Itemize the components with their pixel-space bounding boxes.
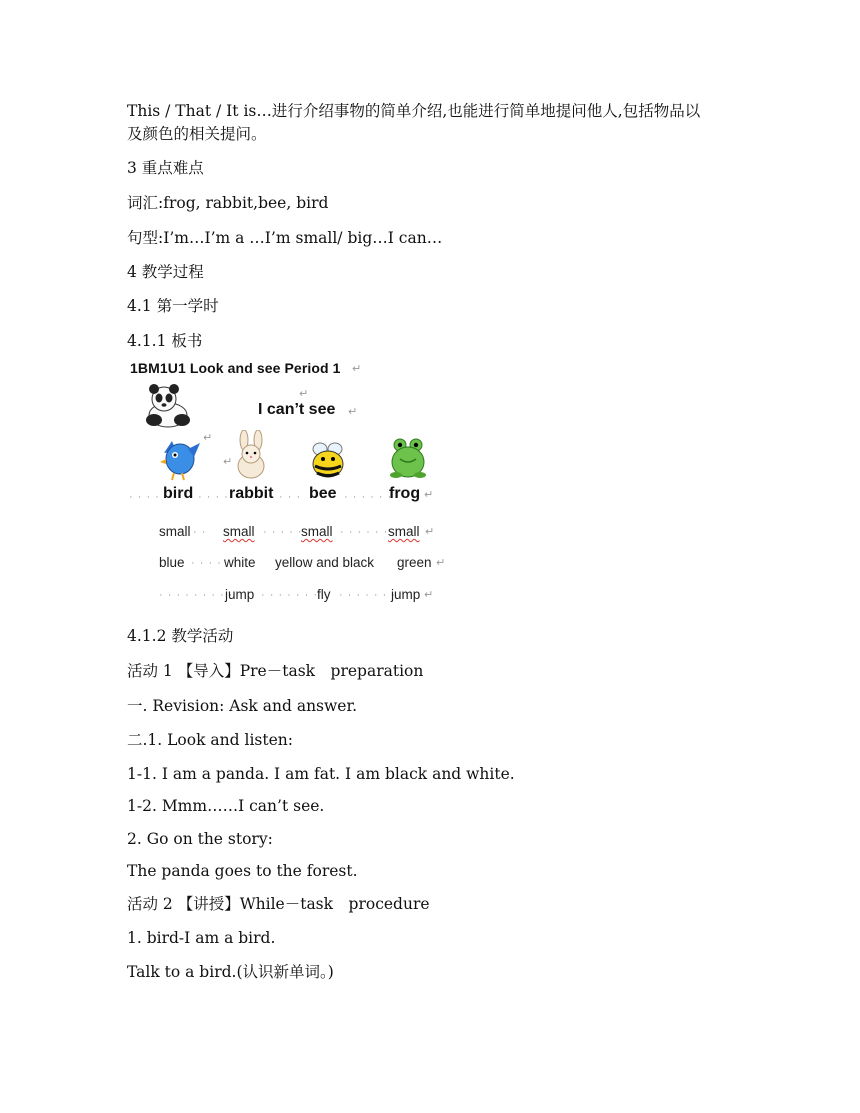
color-frog: green	[397, 555, 432, 570]
board-title: 1BM1U1 Look and see Period 1	[130, 360, 341, 376]
sentence-patterns-line: 句型:I’m…I’m a …I’m small/ big…I can…	[127, 229, 443, 247]
panda-forest-line: The panda goes to the forest.	[127, 862, 358, 880]
blackboard-image: 1BM1U1 Look and see Period 1 ↵ ↵ I can’t see ↵ ↵ ↵ · · · · bird · · · · rabbit · · · bee · · · · · · frog ↵ small · · small · · · · · small · · · · · · small ↵ blue · · · · white yellow and black green ↵ · · · · · · · · · jump · · · · · · · fly · · · · · · · jump ↵	[129, 360, 446, 602]
section-3-heading: 3 重点难点	[127, 159, 204, 177]
color-bee: yellow and black	[275, 555, 375, 570]
intro-line-1: This / That / It is…进行介绍事物的简单介绍,也能进行简单地提问他人,包括物品以	[127, 102, 701, 120]
activity-1-heading: 活动 1 【导入】Pre－task preparation	[127, 662, 424, 680]
bird-icon	[158, 435, 202, 481]
board-subtitle: I can’t see	[258, 401, 336, 418]
board-word-bird: bird	[163, 485, 194, 502]
section-4-1-2-heading: 4.1.2 教学活动	[127, 627, 234, 645]
color-rabbit: white	[224, 555, 256, 570]
intro-line-2: 及颜色的相关提问。	[127, 125, 267, 143]
panda-line: 1-1. I am a panda. I am fat. I am black and white.	[127, 765, 515, 783]
return-mark: ↵	[352, 363, 362, 375]
size-rabbit: small	[223, 524, 255, 539]
vocabulary-line: 词汇:frog, rabbit,bee, bird	[127, 194, 329, 212]
action-rabbit: jump	[225, 587, 255, 602]
section-4-1-1-heading: 4.1.1 板书	[127, 332, 203, 350]
cant-see-line: 1-2. Mmm……I can’t see.	[127, 797, 325, 815]
action-frog: jump	[391, 587, 421, 602]
activity-2-heading: 活动 2 【讲授】While－task procedure	[127, 895, 430, 913]
bee-icon	[306, 440, 350, 480]
action-bee: fly	[317, 587, 331, 602]
section-4-1-heading: 4.1 第一学时	[127, 297, 219, 315]
bird-line: 1. bird-I am a bird.	[127, 929, 276, 947]
talk-to-bird-line: Talk to a bird.(认识新单词。)	[127, 963, 334, 981]
section-4-heading: 4 教学过程	[127, 263, 204, 281]
size-bird: small	[159, 524, 191, 539]
size-frog: small	[388, 524, 420, 539]
board-word-bee: bee	[309, 485, 337, 502]
board-word-rabbit: rabbit	[229, 485, 274, 502]
return-mark: ↵	[299, 388, 309, 400]
board-word-frog: frog	[389, 485, 421, 502]
panda-icon	[142, 384, 192, 428]
rabbit-icon	[231, 430, 271, 480]
revision-line: 一. Revision: Ask and answer.	[127, 697, 358, 715]
return-mark: ↵	[223, 456, 233, 468]
frog-icon	[388, 437, 428, 481]
return-mark: ↵	[348, 406, 358, 418]
look-listen-line: 二.1. Look and listen:	[127, 731, 293, 749]
color-bird: blue	[159, 555, 185, 570]
go-on-story-line: 2. Go on the story:	[127, 830, 273, 848]
size-bee: small	[301, 524, 333, 539]
return-mark: ↵	[203, 432, 213, 444]
